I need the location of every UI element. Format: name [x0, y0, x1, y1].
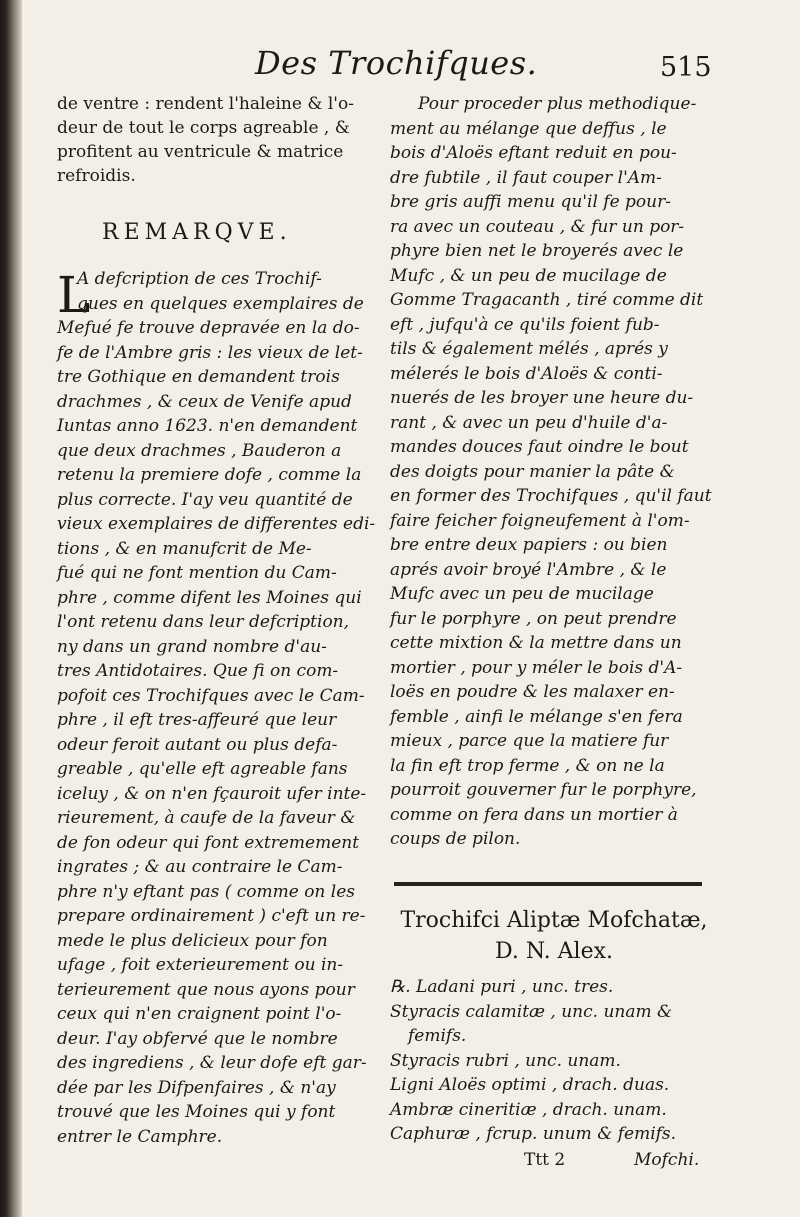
- page-number: 515: [660, 52, 712, 83]
- text-line: ny dans un grand nombre d'au-: [57, 636, 327, 657]
- text-line: rieurement, à caufe de la faveur &: [57, 808, 356, 828]
- text-line: plus correcte. I'ay veu quantité de: [57, 489, 353, 510]
- text-line: eft , jufqu'à ce qu'ils foient fub-: [390, 314, 660, 335]
- text-line: mieux , parce que la matiere fur: [390, 731, 669, 751]
- text-line: fe de l'Ambre gris : les vieux de let-: [57, 342, 363, 363]
- text-line: l'ont retenu dans leur defcription,: [57, 612, 350, 632]
- text-line: ques en quelques exemplaires de: [77, 293, 364, 314]
- binding-shadow: [0, 0, 22, 1217]
- text-line: la fin eft trop ferme , & on ne la: [390, 755, 665, 776]
- section-heading: REMARQVE.: [102, 220, 292, 245]
- text-line: Mufc avec un peu de mucilage: [390, 584, 654, 604]
- text-line: bre entre deux papiers : ou bien: [390, 535, 668, 555]
- text-line: dée par les Difpenfaires , & n'ay: [57, 1077, 336, 1098]
- text-line: trouvé que les Moines qui y font: [57, 1102, 336, 1122]
- catchword: Mofchi.: [634, 1150, 700, 1170]
- text-line: femble , ainfi le mélange s'en fera: [390, 706, 683, 727]
- text-line: ment au mélange que deffus , le: [390, 118, 667, 139]
- text-line: odeur feroit autant ou plus defa-: [57, 734, 338, 755]
- text-line: ufage , foit exterieurement ou in-: [57, 955, 344, 975]
- recipe-line: ℞. Ladani puri , unc. tres.: [390, 977, 614, 997]
- recipe-line: Styracis calamitæ , unc. unam &: [390, 1001, 673, 1022]
- text-line: refroidis.: [57, 166, 136, 186]
- recipe-line: femifs.: [408, 1026, 467, 1046]
- recipe-title-line: Trochifci Aliptæ Mofchatæ,: [400, 908, 708, 933]
- text-line: mandes douces faut oindre le bout: [390, 437, 689, 457]
- text-line: Mufc , & un peu de mucilage de: [390, 265, 667, 286]
- recipe-line: Styracis rubri , unc. unam.: [390, 1050, 621, 1071]
- text-line: fué qui ne font mention du Cam-: [57, 563, 337, 583]
- text-line: greable , qu'elle eft agreable fans: [57, 759, 348, 779]
- text-line: mede le plus delicieux pour fon: [57, 930, 328, 951]
- running-title: Des Trochifques.: [255, 44, 538, 82]
- text-line: retenu la premiere dofe , comme la: [57, 465, 362, 485]
- signature-mark: Ttt 2: [524, 1150, 566, 1170]
- text-line: Mefué fe trouve depravée en la do-: [57, 318, 360, 338]
- text-line: entrer le Camphre.: [57, 1126, 223, 1147]
- text-line: profitent au ventricule & matrice: [57, 142, 344, 162]
- text-line: nuerés de les broyer une heure du-: [390, 388, 694, 408]
- text-line: phre , il eft tres-affeuré que leur: [57, 710, 337, 730]
- text-line: phyre bien net le broyerés avec le: [390, 241, 684, 261]
- section-rule: [394, 882, 702, 886]
- text-line: tres Antidotaires. Que fi on com-: [57, 661, 339, 681]
- text-line: phre , comme difent les Moines qui: [57, 587, 362, 608]
- text-line: mélerés le bois d'Aloës & conti-: [390, 363, 663, 384]
- text-line: tions , & en manufcrit de Me-: [57, 538, 312, 559]
- text-line: pofoit ces Trochifques avec le Cam-: [57, 685, 365, 706]
- text-line: ra avec un couteau , & fur un por-: [390, 216, 685, 237]
- recipe-line: Ligni Aloës optimi , drach. duas.: [390, 1075, 670, 1095]
- text-line: de fon odeur qui font extremement: [57, 832, 360, 853]
- text-line: A defcription de ces Trochif-: [77, 269, 322, 289]
- text-line: terieurement que nous ayons pour: [57, 979, 355, 1000]
- text-line: deur. I'ay obfervé que le nombre: [57, 1028, 338, 1049]
- text-line: ceux qui n'en craignent point l'o-: [57, 1004, 342, 1024]
- text-line: bre gris auffi menu qu'il fe pour-: [390, 192, 671, 212]
- text-line: loës en poudre & les malaxer en-: [390, 682, 675, 702]
- text-line: Iuntas anno 1623. n'en demandent: [57, 416, 358, 436]
- text-line: tils & également mélés , aprés y: [390, 339, 668, 359]
- text-line: en former des Trochifques , qu'il faut: [390, 486, 712, 506]
- text-line: ingrates ; & au contraire le Cam-: [57, 857, 343, 877]
- text-line: des ingrediens , & leur dofe eft gar-: [57, 1053, 367, 1073]
- text-line: phre n'y eftant pas ( comme on les: [57, 881, 356, 902]
- recipe-title: [390, 905, 718, 967]
- text-line: aprés avoir broyé l'Ambre , & le: [390, 559, 667, 580]
- text-line: fur le porphyre , on peut prendre: [390, 608, 677, 629]
- text-line: drachmes , & ceux de Venife apud: [57, 391, 352, 412]
- text-line: Pour proceder plus methodique-: [418, 94, 697, 114]
- text-line: deur de tout le corps agreable , &: [57, 118, 350, 138]
- text-line: tre Gothique en demandent trois: [57, 367, 340, 387]
- text-line: rant , & avec un peu d'huile d'a-: [390, 412, 668, 433]
- text-line: comme on fera dans un mortier à: [390, 804, 678, 825]
- text-line: bois d'Aloës eftant reduit en pou-: [390, 143, 677, 163]
- text-line: dre fubtile , il faut couper l'Am-: [390, 167, 662, 188]
- text-line: des doigts pour manier la pâte &: [390, 461, 675, 482]
- drop-cap: L: [57, 266, 91, 324]
- text-line: mortier , pour y méler le bois d'A-: [390, 657, 683, 678]
- text-line: iceluy , & on n'en fçauroit ufer inte-: [57, 783, 367, 804]
- text-line: faire feicher foigneufement à l'om-: [390, 510, 690, 531]
- text-line: de ventre : rendent l'haleine & l'o-: [57, 94, 354, 114]
- text-line: Gomme Tragacanth , tiré comme dit: [390, 290, 704, 310]
- recipe-line: Ambræ cineritiæ , drach. unam.: [390, 1099, 667, 1120]
- text-line: coups de pilon.: [390, 829, 521, 849]
- text-line: cette mixtion & la mettre dans un: [390, 633, 682, 653]
- text-line: pourroit gouverner fur le porphyre,: [390, 780, 697, 800]
- text-line: que deux drachmes , Bauderon a: [57, 440, 342, 461]
- text-line: prepare ordinairement ) c'eft un re-: [57, 906, 366, 926]
- recipe-title-line: D. N. Alex.: [494, 939, 613, 964]
- text-line: vieux exemplaires de differentes edi-: [57, 514, 376, 534]
- recipe-line: Caphuræ , fcrup. unum & femifs.: [390, 1124, 677, 1144]
